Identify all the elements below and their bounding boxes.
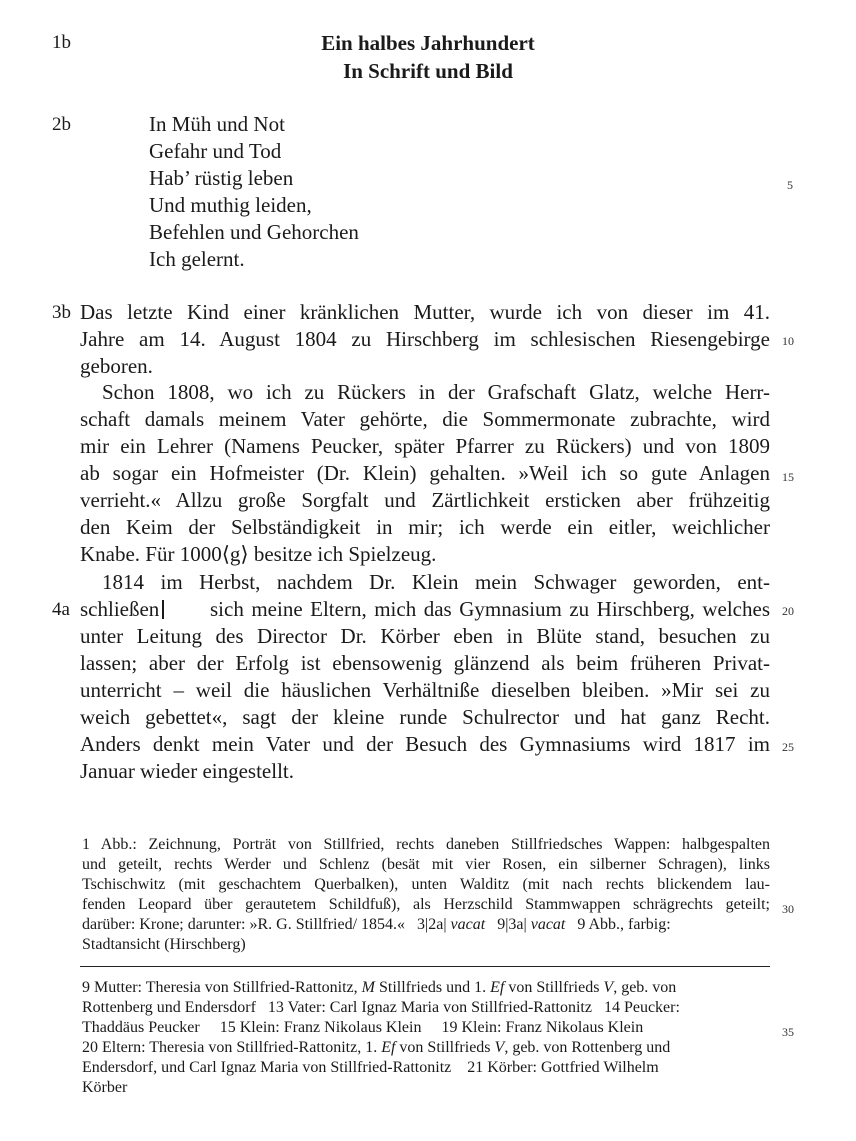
apparatus-line: fenden Leopard über gerautetem Schildfuß), als Herzschild Stammwappen schrägrechts geteilt;	[82, 896, 770, 913]
margin-marker-2b: 2b	[52, 114, 71, 135]
body-line	[80, 597, 770, 622]
apparatus-line: darüber: Krone; darunter: »R. G. Stillfried/ 1854.« 3|2a| vacat 9|3a| vacat 9 Abb., farbig:	[82, 916, 671, 933]
body-line: 1814 im Herbst, nachdem Dr. Klein mein Schwager geworden, ent-	[102, 570, 770, 594]
apparatus-line: Stadtansicht (Hirschberg)	[82, 936, 246, 953]
margin-marker-4a: 4a	[52, 599, 70, 620]
verse-line: Und muthig leiden,	[149, 193, 312, 217]
body-line: Jahre am 14. August 1804 zu Hirschberg im schlesischen Riesengebirge	[80, 327, 770, 351]
body-line: lassen; aber der Erfolg ist ebensowenig glänzend als beim früheren Privat-	[80, 651, 770, 675]
verse-line: Hab’ rüstig leben	[149, 166, 294, 190]
verse-line: In Müh und Not	[149, 112, 285, 136]
commentary-line: Endersdorf, und Carl Ignaz Maria von Stillfried-Rattonitz 21 Körber: Gottfried Wilhelm	[82, 1059, 659, 1076]
verse-line: Befehlen und Gehorchen	[149, 220, 359, 244]
line-number: 20	[782, 604, 794, 618]
commentary-line: Rottenberg und Endersdorf 13 Vater: Carl Ignaz Maria von Stillfried-Rattonitz 14 Peucker:	[82, 999, 680, 1016]
commentary-line: Thaddäus Peucker 15 Klein: Franz Nikolaus Klein 19 Klein: Franz Nikolaus Klein	[82, 1019, 644, 1036]
body-line: mir ein Lehrer (Namens Peucker, später Pfarrer zu Rückers) und von 1809	[80, 434, 770, 458]
body-line: unter Leitung des Director Dr. Körber eben in Blüte stand, besuchen zu	[80, 624, 770, 648]
body-line: schaft damals meinem Vater gehörte, die Sommermonate zubrachte, wird	[80, 407, 770, 431]
body-line-rest: sich meine Eltern, mich das Gymnasium zu Hirschberg, welches	[210, 597, 770, 621]
commentary-line: Körber	[82, 1079, 128, 1096]
body-line: den Keim der Selbständigkeit in mir; ich werde ein eitler, weichlicher	[80, 515, 770, 539]
body-line: verrieht.« Allzu große Sorgfalt und Zärtlichkeit ersticken aber frühzeitig	[80, 488, 770, 512]
line-number: 5	[787, 178, 793, 192]
line-number: 25	[782, 740, 794, 754]
body-line: Januar wieder eingestellt.	[80, 759, 294, 783]
margin-marker-3b: 3b	[52, 302, 71, 323]
verse-line: Gefahr und Tod	[149, 139, 282, 163]
page-title: Ein halbes Jahrhundert	[321, 31, 535, 55]
body-line: Anders denkt mein Vater und der Besuch des Gymnasiums wird 1817 im	[80, 732, 770, 756]
word-with-page-break: schließen	[80, 597, 167, 622]
body-line: Schon 1808, wo ich zu Rückers in der Grafschaft Glatz, welche Herr-	[102, 380, 770, 404]
body-line: ab sogar ein Hofmeister (Dr. Klein) gehalten. »Weil ich so gute Anlagen	[80, 461, 770, 485]
line-number: 15	[782, 470, 794, 484]
body-line: geboren.	[80, 354, 153, 378]
commentary-line: 20 Eltern: Theresia von Stillfried-Rattonitz, 1. Ef von Stillfrieds V, geb. von Rottenberg und	[82, 1039, 671, 1056]
body-line: unterricht – weil die häuslichen Verhältniße dieselben bleiben. »Mir sei zu	[80, 678, 770, 702]
body-line: Das letzte Kind einer kränklichen Mutter, wurde ich von dieser im 41.	[80, 300, 770, 324]
line-number: 35	[782, 1025, 794, 1039]
footnote-divider	[80, 966, 770, 967]
page-break-bar	[162, 600, 164, 619]
margin-marker-1b: 1b	[52, 32, 71, 53]
apparatus-line: 1 Abb.: Zeichnung, Porträt von Stillfried, rechts daneben Stillfriedsches Wappen: halbgespalten	[82, 836, 770, 853]
commentary-line: 9 Mutter: Theresia von Stillfried-Rattonitz, M Stillfrieds und 1. Ef von Stillfrieds V, geb. von	[82, 979, 677, 996]
line-number: 10	[782, 334, 794, 348]
line-number: 30	[782, 902, 794, 916]
body-line: weich gebettet«, sagt der kleine runde Schulrector und hat ganz Recht.	[80, 705, 770, 729]
verse-line: Ich gelernt.	[149, 247, 245, 271]
page-subtitle: In Schrift und Bild	[343, 59, 513, 83]
apparatus-line: und geteilt, rechts Werder und Schlenz (besät mit vier Rosen, ein silberner Schragen), links	[82, 856, 770, 873]
body-line: Knabe. Für 1000⟨g⟩ besitze ich Spielzeug.	[80, 542, 437, 566]
apparatus-line: Tschischwitz (mit geschachtem Querbalken), unten Walditz (mit nach rechts blickendem lau-	[82, 876, 770, 893]
